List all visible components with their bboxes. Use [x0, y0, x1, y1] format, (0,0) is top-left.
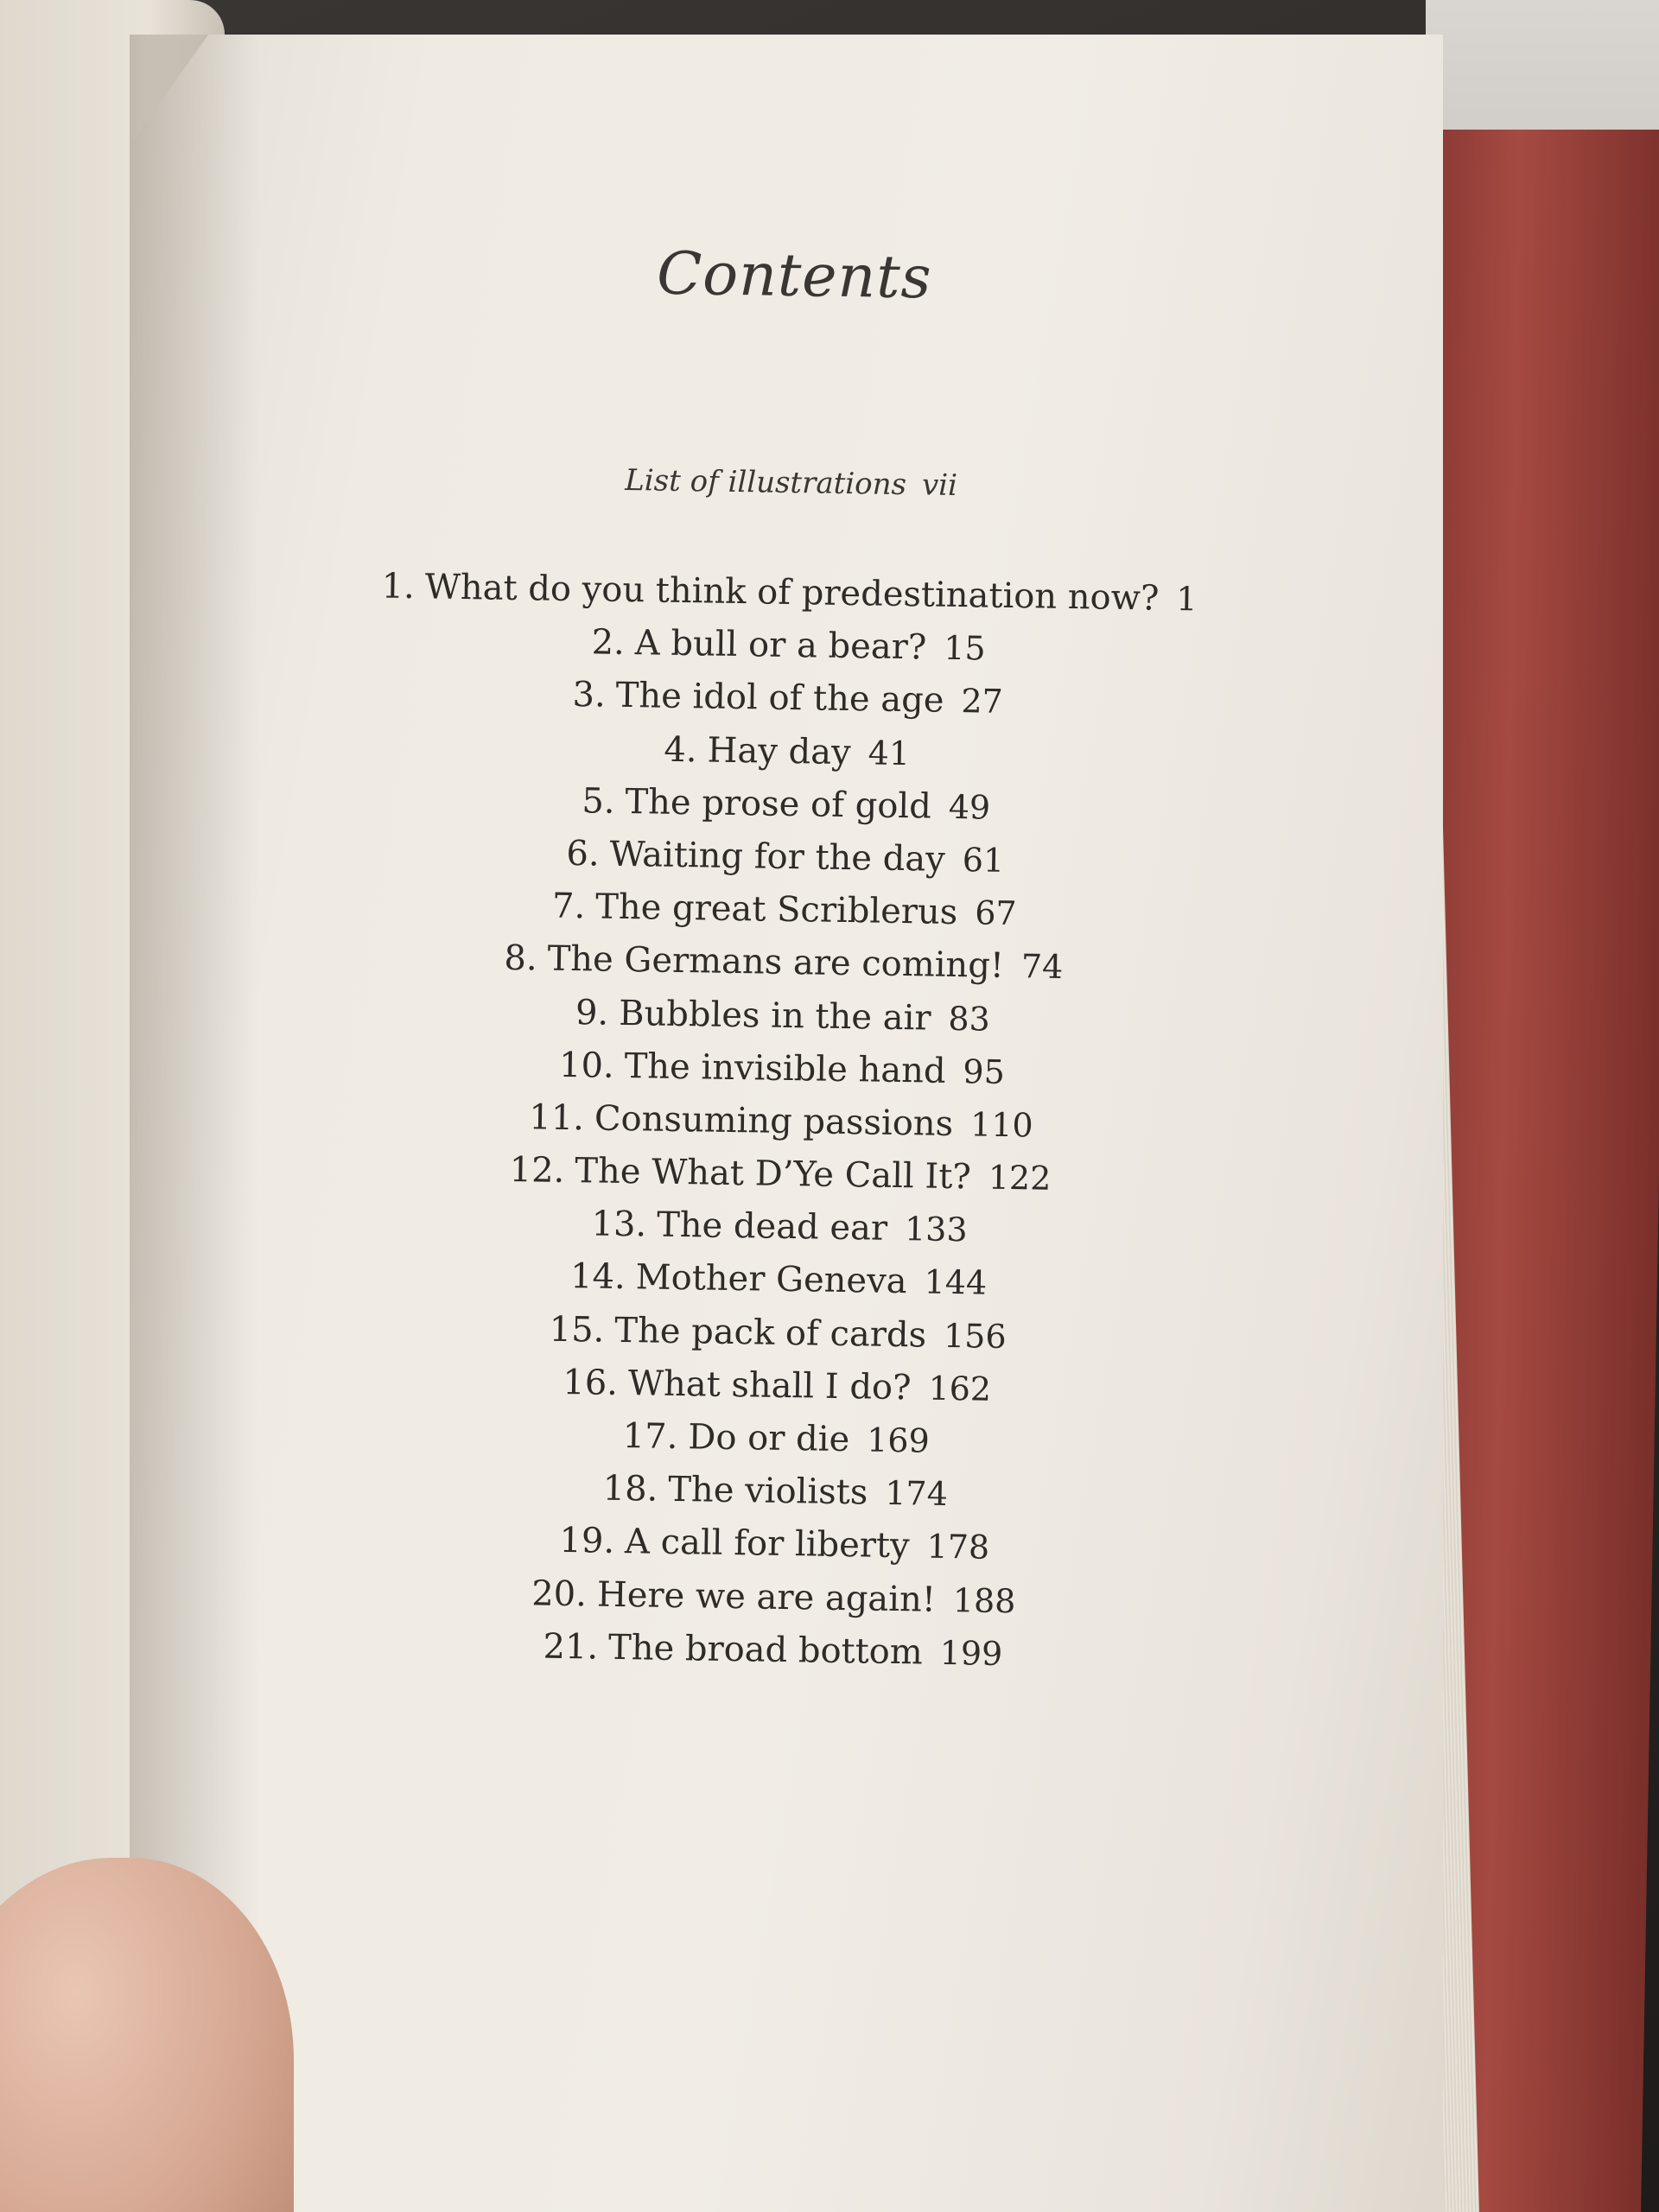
chapter-page: 1 — [1176, 579, 1198, 619]
chapter-number: 21. — [543, 1626, 599, 1668]
chapter-page: 162 — [928, 1369, 992, 1408]
chapter-entry — [315, 1090, 1249, 1153]
chapter-page: 83 — [948, 999, 991, 1039]
chapter-entry — [321, 615, 1255, 677]
chapter-page: 49 — [948, 787, 991, 827]
chapter-title: What do you think of predestination now? — [424, 567, 1160, 619]
chapter-number: 11. — [528, 1097, 585, 1139]
chapter-page: 15 — [943, 628, 986, 668]
contents-title: Contents — [656, 239, 933, 313]
chapter-page: 95 — [963, 1052, 1006, 1091]
chapter-entry — [312, 1249, 1246, 1312]
chapter-entry — [317, 932, 1251, 995]
chapter-title: The prose of gold — [625, 781, 932, 827]
chapter-title: A call for liberty — [624, 1522, 910, 1567]
chapter-page: 174 — [884, 1474, 949, 1514]
chapter-entry — [318, 826, 1252, 888]
chapter-number: 8. — [504, 938, 538, 979]
chapter-page: 199 — [939, 1633, 1003, 1673]
chapter-number: 15. — [549, 1309, 605, 1351]
chapter-entry — [321, 668, 1255, 730]
chapter-number: 5. — [582, 780, 615, 822]
chapter-number: 9. — [575, 992, 609, 1033]
chapter-number: 7. — [551, 886, 586, 927]
chapter-page: 67 — [974, 893, 1017, 933]
chapter-entry — [314, 1143, 1248, 1205]
chapter-page: 188 — [952, 1580, 1016, 1620]
chapter-title: Waiting for the day — [609, 834, 946, 880]
chapter-page: 110 — [969, 1105, 1034, 1145]
chapter-page: 27 — [961, 682, 1004, 721]
chapter-page: 74 — [1020, 947, 1064, 987]
chapter-entry — [310, 1355, 1244, 1417]
illustrations-entry — [324, 458, 1257, 507]
chapter-number: 6. — [566, 833, 600, 874]
chapter-entry — [309, 1408, 1243, 1470]
chapter-page: 41 — [868, 733, 911, 772]
chapter-number: 2. — [591, 622, 626, 664]
chapter-number: 19. — [559, 1521, 615, 1562]
chapter-entry — [307, 1567, 1241, 1629]
chapter-number: 4. — [664, 729, 697, 770]
chapter-entry — [313, 1197, 1247, 1259]
chapter-entry — [322, 562, 1256, 624]
chapter-page: 122 — [988, 1158, 1052, 1198]
chapter-number: 13. — [591, 1204, 647, 1245]
chapter-page: 156 — [943, 1316, 1007, 1356]
chapter-list — [306, 562, 1256, 1681]
chapter-entry — [317, 880, 1251, 942]
chapter-entry — [308, 1514, 1242, 1576]
chapter-title: Mother Geneva — [635, 1257, 907, 1302]
chapter-title: Do or die — [688, 1417, 850, 1460]
chapter-title: The What D’Ye Call It? — [575, 1151, 972, 1198]
chapter-number: 17. — [622, 1416, 678, 1458]
chapter-number: 14. — [569, 1256, 626, 1298]
chapter-number: 18. — [602, 1468, 658, 1510]
chapter-number: 10. — [558, 1045, 615, 1086]
chapter-title: The invisible hand — [624, 1046, 946, 1091]
chapter-title: Consuming passions — [594, 1098, 954, 1144]
chapter-title: The pack of cards — [614, 1310, 927, 1356]
chapter-page: 61 — [962, 841, 1005, 880]
chapter-number: 1. — [381, 566, 416, 607]
chapter-entry — [315, 1038, 1249, 1100]
chapter-number: 16. — [562, 1362, 619, 1403]
chapter-entry — [319, 773, 1253, 836]
chapter-page: 144 — [924, 1262, 988, 1303]
chapter-title: A bull or a bear? — [634, 623, 927, 668]
chapter-title: The idol of the age — [615, 676, 944, 721]
chapter-number: 3. — [572, 675, 607, 715]
chapter-title: The great Scriblerus — [594, 887, 958, 933]
chapter-title: The Germans are coming! — [547, 938, 1005, 987]
chapter-title: What shall I do? — [627, 1363, 912, 1408]
chapter-page: 169 — [866, 1421, 931, 1460]
chapter-page: 178 — [926, 1527, 990, 1567]
chapter-number: 12. — [509, 1150, 565, 1192]
chapter-page: 133 — [904, 1210, 968, 1249]
illustrations-page: vii — [921, 467, 958, 503]
chapter-title: The violists — [667, 1470, 868, 1513]
chapter-entry — [316, 985, 1250, 1047]
chapter-entry — [311, 1302, 1245, 1364]
chapter-title: Hay day — [707, 730, 852, 772]
illustrations-label: List of illustrations — [624, 462, 907, 503]
chapter-entry — [306, 1619, 1240, 1681]
chapter-title: Here we are again! — [596, 1574, 937, 1620]
chapter-title: Bubbles in the air — [618, 993, 931, 1039]
chapter-entry — [320, 721, 1254, 783]
chapter-title: The broad bottom — [607, 1627, 924, 1673]
chapter-entry — [308, 1461, 1243, 1523]
chapter-number: 20. — [531, 1573, 588, 1614]
chapter-title: The dead ear — [656, 1205, 888, 1249]
contents-block — [306, 235, 1262, 1688]
